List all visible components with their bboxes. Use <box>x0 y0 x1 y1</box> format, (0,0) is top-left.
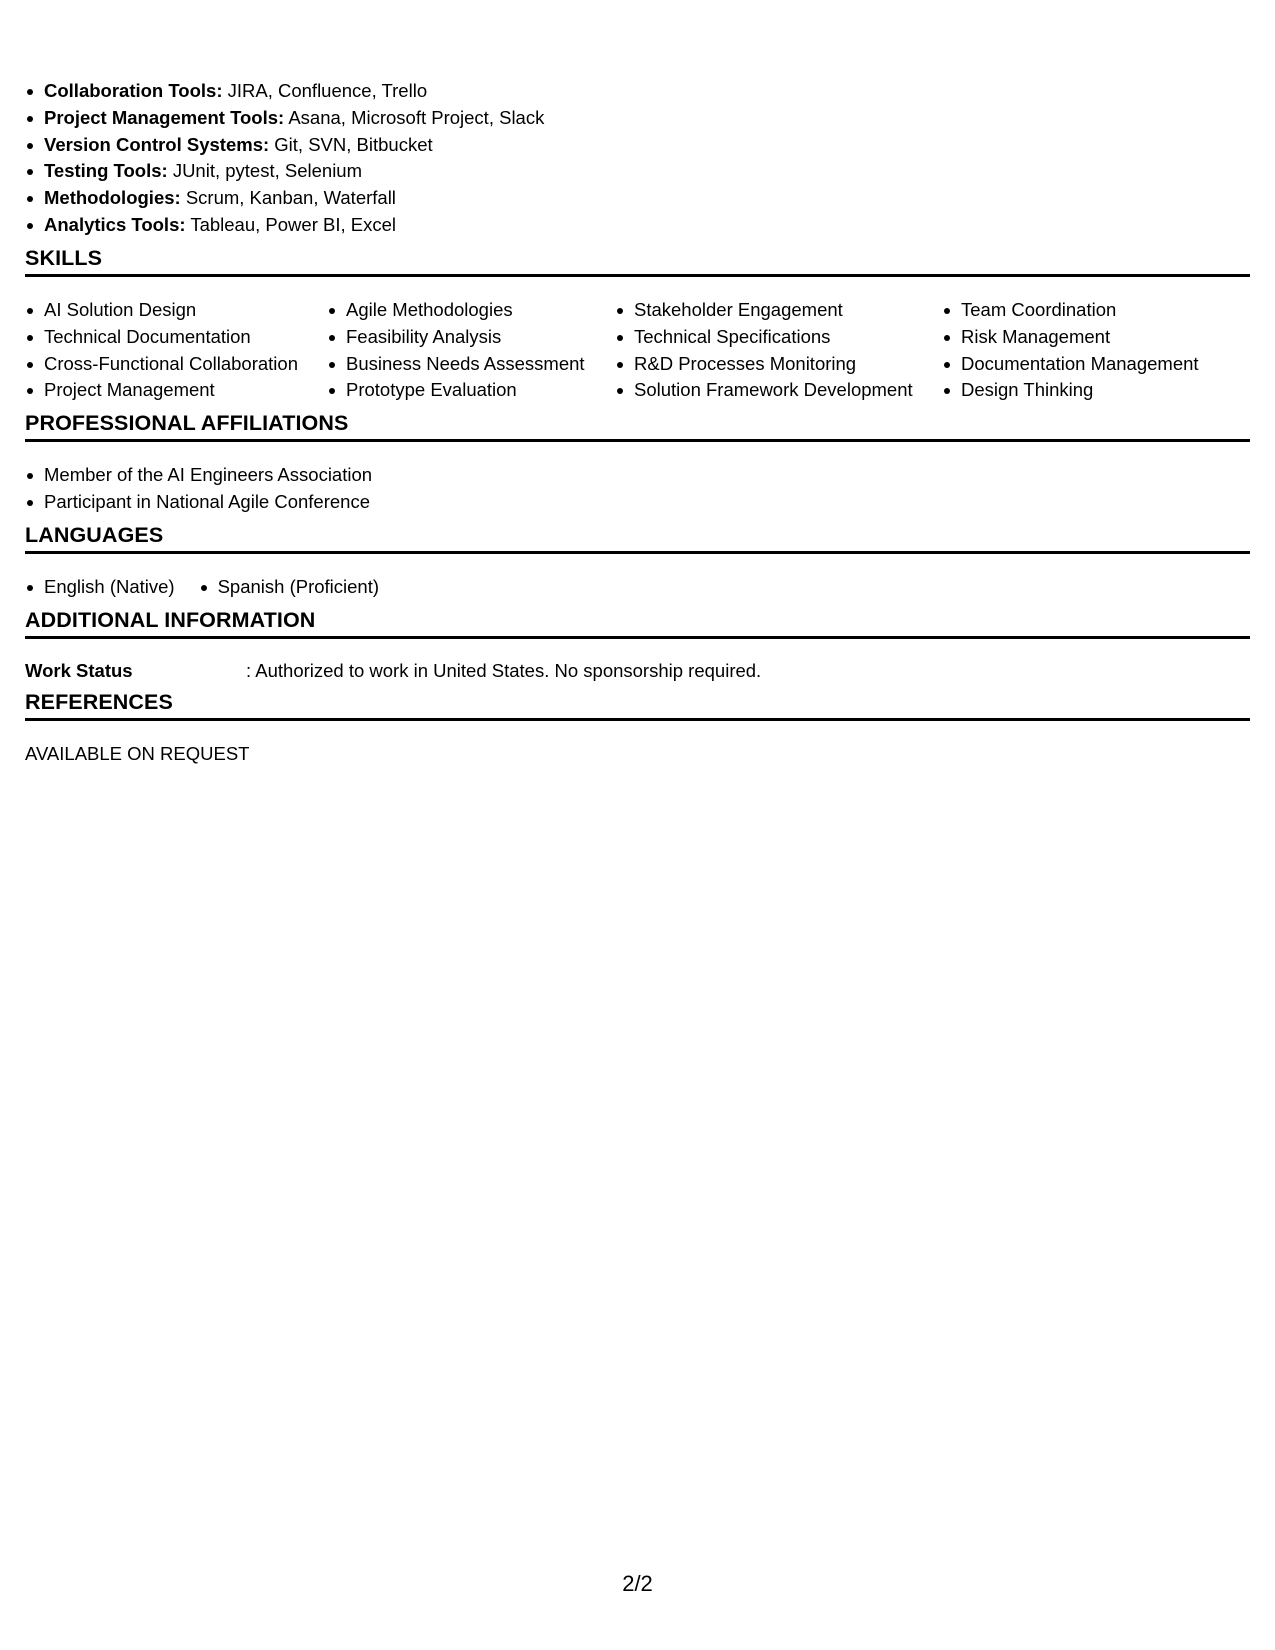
references-section-header <box>25 689 1250 721</box>
skill-item: Prototype Evaluation <box>327 377 585 404</box>
skills-heading: SKILLS <box>25 246 103 270</box>
languages-heading: LANGUAGES <box>25 523 164 547</box>
page-number: 2/2 <box>622 1571 653 1596</box>
skill-item: Feasibility Analysis <box>327 324 585 351</box>
work-status-label: Work Status <box>25 660 133 681</box>
tools-value: JIRA, Confluence, Trello <box>227 80 428 101</box>
skill-item: Cross-Functional Collaboration <box>25 351 298 378</box>
tools-item-project-management <box>25 105 544 132</box>
tools-item-version-control <box>25 132 544 159</box>
languages-section-header <box>25 522 1250 554</box>
work-status-row <box>25 658 761 684</box>
skill-item: Team Coordination <box>942 297 1199 324</box>
tools-label: Analytics Tools: <box>44 213 186 235</box>
references-text: AVAILABLE ON REQUEST <box>25 743 250 764</box>
skill-item: Risk Management <box>942 324 1199 351</box>
tools-value: Git, SVN, Bitbucket <box>274 133 433 155</box>
affiliations-heading: PROFESSIONAL AFFILIATIONS <box>25 411 349 435</box>
skills-column-2 <box>327 297 585 404</box>
tools-item-collaboration <box>25 78 544 105</box>
tools-label: Project Management Tools: <box>44 106 285 128</box>
tools-list <box>25 78 544 239</box>
references-heading: REFERENCES <box>25 690 173 714</box>
languages-list <box>25 574 403 601</box>
tools-item-testing <box>25 158 544 185</box>
skill-item: Technical Specifications <box>615 324 913 351</box>
language-item: English (Native) <box>25 574 175 601</box>
skill-item: Design Thinking <box>942 377 1199 404</box>
affiliations-section-header <box>25 410 1250 442</box>
skill-item: R&D Processes Monitoring <box>615 351 913 378</box>
tools-label: Collaboration Tools: <box>44 80 223 101</box>
tools-item-methodologies <box>25 185 544 212</box>
skill-item: Solution Framework Development <box>615 377 913 404</box>
skill-item: Documentation Management <box>942 351 1199 378</box>
affiliation-item: Member of the AI Engineers Association <box>25 462 372 489</box>
skills-column-4 <box>942 297 1199 404</box>
tools-item-analytics <box>25 212 544 239</box>
skills-column-1 <box>25 297 298 404</box>
tools-label: Methodologies: <box>44 187 181 209</box>
skills-section-header <box>25 245 1250 277</box>
additional-info-section-header <box>25 607 1250 639</box>
tools-value: JUnit, pytest, Selenium <box>172 160 363 182</box>
tools-label: Testing Tools: <box>44 160 168 182</box>
work-status-value: : Authorized to work in United States. No sponsorship required. <box>246 660 762 681</box>
affiliation-item: Participant in National Agile Conference <box>25 489 372 516</box>
language-item: Spanish (Proficient) <box>199 574 379 601</box>
skill-item: Technical Documentation <box>25 324 298 351</box>
skill-item: AI Solution Design <box>25 297 298 324</box>
skills-column-3 <box>615 297 913 404</box>
skill-item: Agile Methodologies <box>327 297 585 324</box>
skill-item: Stakeholder Engagement <box>615 297 913 324</box>
tools-value: Tableau, Power BI, Excel <box>190 213 396 235</box>
affiliations-list <box>25 462 372 516</box>
skill-item: Project Management <box>25 377 298 404</box>
tools-label: Version Control Systems: <box>44 133 270 155</box>
tools-value: Asana, Microsoft Project, Slack <box>288 106 545 128</box>
additional-info-heading: ADDITIONAL INFORMATION <box>25 608 316 632</box>
skill-item: Business Needs Assessment <box>327 351 585 378</box>
tools-value: Scrum, Kanban, Waterfall <box>185 187 396 209</box>
